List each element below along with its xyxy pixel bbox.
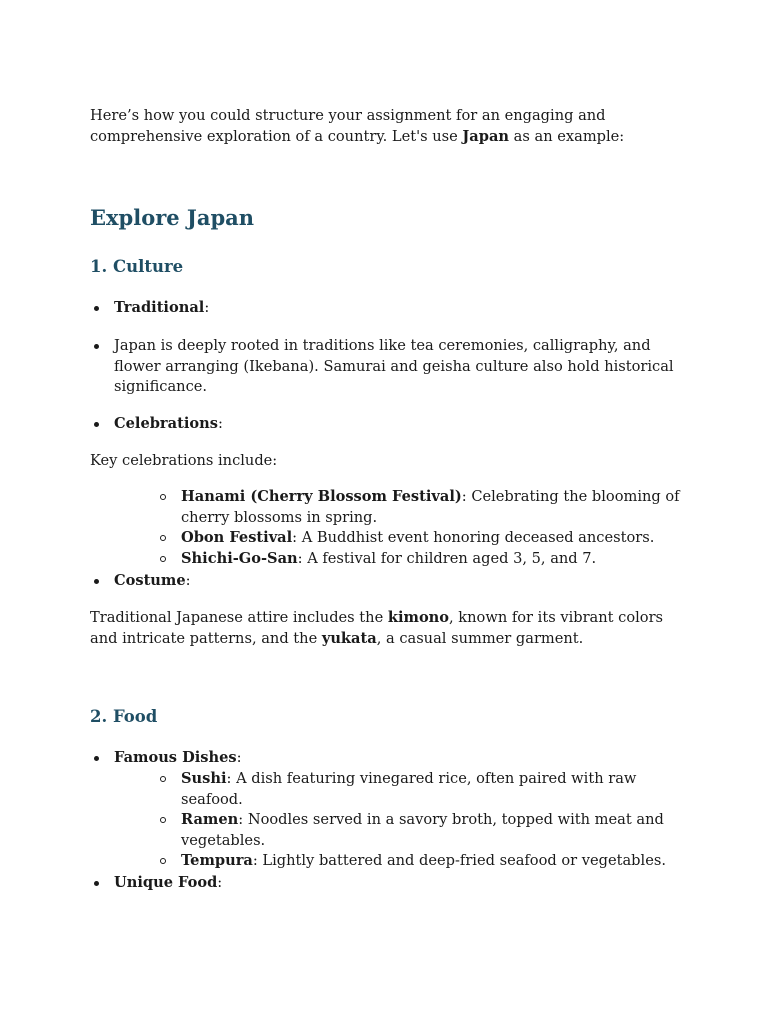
- bullet-unique-food: Unique Food:: [114, 873, 674, 894]
- intro-paragraph: [90, 106, 690, 147]
- list-item: Tempura: Lightly battered and deep-fried seafood or vegetables.: [181, 851, 681, 872]
- page-title: Explore Japan: [90, 205, 255, 230]
- bullet-celebrations: Celebrations:: [114, 414, 674, 435]
- list-item: Hanami (Cherry Blossom Festival): Celebrating the blooming of cherry blossoms in spring.: [181, 487, 681, 528]
- costume-paragraph: Traditional Japanese attire includes the kimono, known for its vibrant colors and intricate patterns, and the yukata, a casual summer garment.: [90, 609, 664, 647]
- bullet-traditional-text: Japan is deeply rooted in traditions like tea ceremonies, calligraphy, and flower arranging (Ikebana). Samurai and geisha culture also hold historical significance.: [114, 336, 674, 398]
- intro-text-end: as an example:: [509, 127, 625, 145]
- list-item: Ramen: Noodles served in a savory broth, topped with meat and vegetables.: [181, 810, 681, 851]
- bullet-famous-dishes: Famous Dishes:: [114, 748, 674, 769]
- list-item: Sushi: A dish featuring vinegared rice, often paired with raw seafood.: [181, 769, 681, 810]
- section-heading-food: 2. Food: [90, 707, 158, 726]
- bullet-traditional: Traditional:: [114, 298, 674, 319]
- list-item: Shichi-Go-San: A festival for children aged 3, 5, and 7.: [181, 549, 681, 570]
- celebrations-intro: Key celebrations include:: [90, 452, 278, 469]
- list-item: Obon Festival: A Buddhist event honoring deceased ancestors.: [181, 528, 681, 549]
- bullet-costume: Costume:: [114, 571, 674, 592]
- intro-country: Japan: [462, 127, 510, 145]
- intro-text: Here’s how you could structure your assignment for an engaging and comprehensive exploration of a country. Let's use: [90, 107, 606, 145]
- section-heading-culture: 1. Culture: [90, 257, 184, 276]
